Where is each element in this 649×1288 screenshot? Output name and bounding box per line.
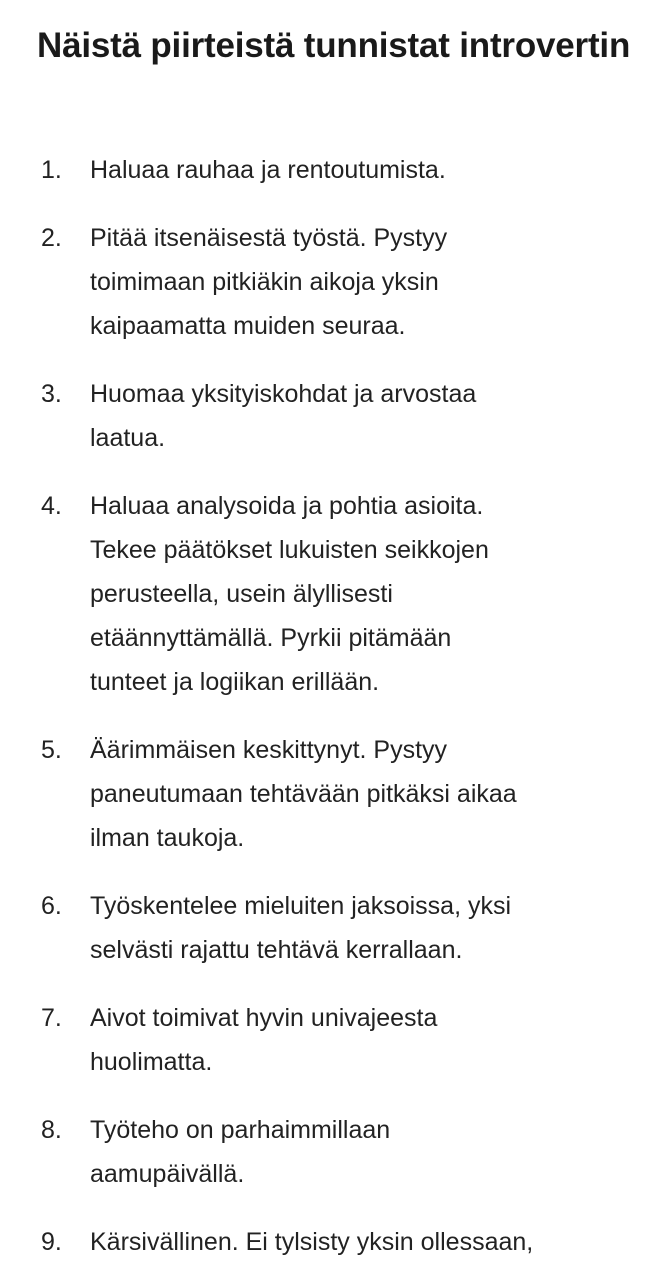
list-item-number: 7. (41, 1004, 62, 1032)
list-item-text (90, 372, 590, 460)
list-item-line: ilman taukoja. (90, 824, 245, 852)
list-item-line: Pitää itsenäisestä työstä. Pystyy (90, 224, 448, 252)
list-item-text (90, 216, 590, 348)
list-item-number: 8. (41, 1116, 62, 1144)
list-item-number: 4. (41, 492, 62, 520)
list-item-line: kaipaamatta muiden seuraa. (90, 312, 406, 340)
list-item-number: 9. (41, 1228, 62, 1256)
list-item-line: perusteella, usein älyllisesti (90, 580, 393, 608)
list-item-text (90, 1108, 590, 1196)
list-item-text (90, 996, 590, 1084)
list-item-line: Työteho on parhaimmillaan (90, 1116, 391, 1144)
list-item-line: Työskentelee mieluiten jaksoissa, yksi (90, 892, 512, 920)
list-item-number: 5. (41, 736, 62, 764)
list-item (0, 216, 649, 348)
list-item-line: Haluaa rauhaa ja rentoutumista. (90, 156, 446, 184)
list-item (0, 728, 649, 860)
list-item-text (90, 884, 590, 972)
list-item-number: 1. (41, 156, 62, 184)
list-item-number: 3. (41, 380, 62, 408)
list-item-line: Kärsivällinen. Ei tylsisty yksin ollessaan, (90, 1228, 534, 1256)
list-item-text (90, 484, 590, 704)
list-item-line: toimimaan pitkiäkin aikoja yksin (90, 268, 439, 296)
list-item (0, 1108, 649, 1196)
list-item (0, 884, 649, 972)
list-item (0, 484, 649, 704)
list-item-line: paneutumaan tehtävään pitkäksi aikaa (90, 780, 517, 808)
list-item-line: Haluaa analysoida ja pohtia asioita. (90, 492, 484, 520)
list-item-line: etäännyttämällä. Pyrkii pitämään (90, 624, 452, 652)
list-item-line: aamupäivällä. (90, 1160, 245, 1188)
list-item-line: huolimatta. (90, 1048, 213, 1076)
list-item (0, 996, 649, 1084)
list-item-line: Äärimmäisen keskittynyt. Pystyy (90, 736, 448, 764)
list-item (0, 1220, 649, 1264)
list-item-text (90, 148, 590, 192)
article-heading: Näistä piirteistä tunnistat introvertin (37, 26, 631, 65)
list-item-number: 6. (41, 892, 62, 920)
list-item-line: Huomaa yksityiskohdat ja arvostaa (90, 380, 477, 408)
list-item-line: Aivot toimivat hyvin univajeesta (90, 1004, 438, 1032)
list-item (0, 372, 649, 460)
list-item-text (90, 1220, 590, 1264)
list-item-line: Tekee päätökset lukuisten seikkojen (90, 536, 489, 564)
list-item-text (90, 728, 590, 860)
list-item-line: laatua. (90, 424, 166, 452)
list-item-line: selvästi rajattu tehtävä kerrallaan. (90, 936, 463, 964)
list-item (0, 148, 649, 192)
list-item-number: 2. (41, 224, 62, 252)
trait-list (0, 148, 649, 1288)
list-item-line: tunteet ja logiikan erillään. (90, 668, 380, 696)
